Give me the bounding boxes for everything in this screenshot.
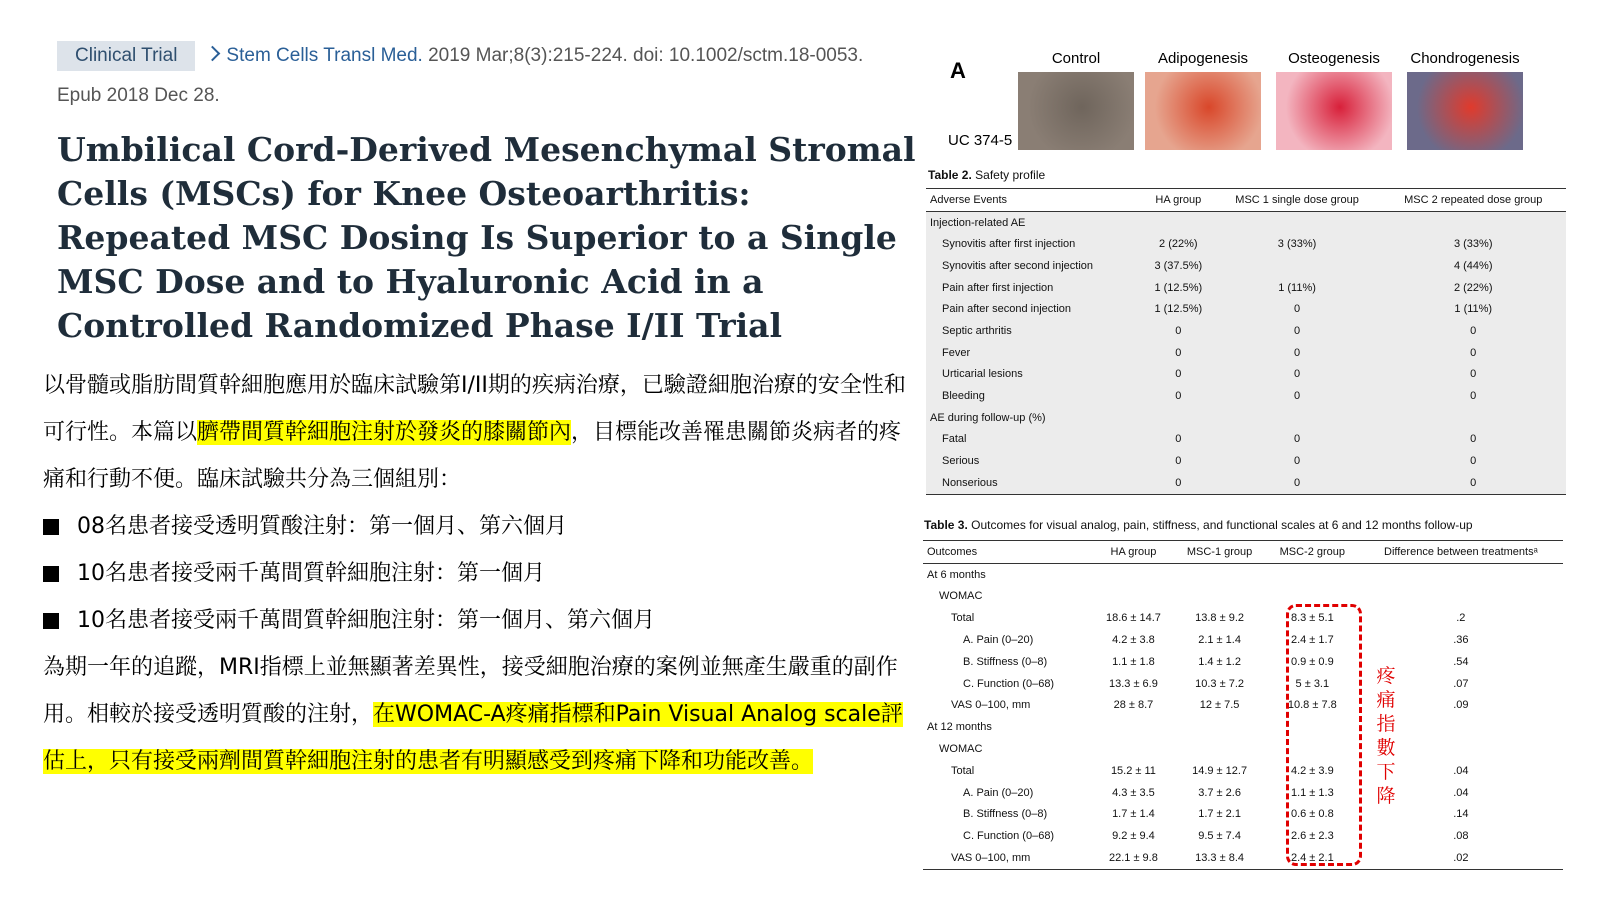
table-cell xyxy=(1214,407,1381,429)
table-cell: 15.2 ± 11 xyxy=(1110,764,1156,777)
table-header-row xyxy=(923,541,1563,564)
citation-details: 2019 Mar;8(3):215-224. doi: 10.1002/sctm.18-0053. xyxy=(428,45,864,66)
table2-caption-number: Table 2. xyxy=(928,168,972,182)
figure-letter: A xyxy=(950,58,966,83)
table-cell: 3.7 ± 2.6 xyxy=(1198,786,1241,799)
table-cell: 4.2 ± 3.9 xyxy=(1290,764,1334,777)
row-label: Serious xyxy=(942,455,980,468)
table-cell: 8.3 ± 5.1 xyxy=(1290,612,1334,625)
table3-caption-number: Table 3. xyxy=(924,518,968,532)
table-row xyxy=(923,629,1563,651)
panel-label: Chondrogenesis xyxy=(1410,50,1520,67)
column-header: MSC-1 group xyxy=(1186,545,1253,558)
column-header: Adverse Events xyxy=(930,193,1008,206)
table-cell: 28 ± 8.7 xyxy=(1113,699,1154,712)
row-label: Fever xyxy=(942,346,971,359)
row-label: Septic arthritis xyxy=(942,324,1012,337)
table-cell: .54 xyxy=(1453,655,1469,668)
table-cell: 9.2 ± 9.4 xyxy=(1112,830,1155,843)
table-cell: 13.3 ± 8.4 xyxy=(1195,851,1244,864)
bullet-square-icon xyxy=(43,613,59,629)
panel-label: Control xyxy=(1051,50,1101,67)
table-cell: .08 xyxy=(1453,830,1469,843)
row-label: Bleeding xyxy=(942,390,985,403)
safety-profile-table xyxy=(926,188,1566,495)
table-row xyxy=(926,255,1566,277)
table-cell: 0.9 ± 0.9 xyxy=(1290,655,1334,668)
group-bullet xyxy=(43,550,923,597)
table-cell xyxy=(1143,407,1214,429)
table-row xyxy=(923,651,1563,673)
table-cell: 13.3 ± 6.9 xyxy=(1109,677,1158,690)
table-row xyxy=(923,607,1563,629)
table-cell: 2.6 ± 2.3 xyxy=(1290,830,1334,843)
column-header: MSC-2 group xyxy=(1279,545,1346,558)
micrograph-image xyxy=(1145,72,1261,150)
table-row xyxy=(923,760,1563,782)
table-row xyxy=(926,211,1566,233)
row-label: Total xyxy=(951,612,975,625)
row-label: Pain after first injection xyxy=(942,281,1054,294)
table-cell: 0 xyxy=(1175,433,1182,446)
table-cell: 0 xyxy=(1175,390,1182,403)
table-cell: 2.1 ± 1.4 xyxy=(1198,633,1241,646)
table-cell xyxy=(1173,563,1266,585)
table-cell: 1 (12.5%) xyxy=(1154,303,1203,316)
table-row xyxy=(926,385,1566,407)
table-cell: 0 xyxy=(1470,390,1477,403)
row-label: Urticarial lesions xyxy=(942,368,1023,381)
table-cell: 0 xyxy=(1294,433,1301,446)
row-label: Nonserious xyxy=(942,476,998,489)
table-row xyxy=(923,563,1563,585)
group-bullet xyxy=(43,503,923,550)
table-cell: 0 xyxy=(1470,433,1477,446)
table-cell: 13.8 ± 9.2 xyxy=(1195,612,1244,625)
bullet-text: 08名患者接受透明質酸注射：第一個月、第六個月 xyxy=(77,514,567,539)
article-title: Umbilical Cord-Derived Mesenchymal Stromal Cells (MSCs) for Knee Osteoarthritis: Repeated MSC Dosing Is Superior to a Single MSC Dose and to Hyaluronic Acid in a Controlled Randomized Phase I/II Trial xyxy=(57,130,916,345)
bullet-text: 10名患者接受兩千萬間質幹細胞注射：第一個月、第六個月 xyxy=(77,608,655,633)
table-row xyxy=(926,450,1566,472)
table-cell: 0 xyxy=(1294,303,1301,316)
table-row xyxy=(923,825,1563,847)
table-cell: 1 (11%) xyxy=(1278,281,1316,294)
table-cell xyxy=(1380,211,1566,233)
table-row xyxy=(923,694,1563,716)
table-cell: 0 xyxy=(1470,324,1477,337)
table-cell: 0 xyxy=(1175,346,1182,359)
row-label: VAS 0–100, mm xyxy=(951,851,1031,864)
table-cell xyxy=(1173,585,1266,607)
table-cell: 1 (12.5%) xyxy=(1154,281,1203,294)
table-cell: 1 (11%) xyxy=(1454,303,1493,316)
table-cell: 0 xyxy=(1175,476,1182,489)
row-label: A. Pain (0–20) xyxy=(963,633,1034,646)
table-cell xyxy=(1359,585,1563,607)
table-cell: 0 xyxy=(1294,346,1301,359)
table-cell: 2.4 ± 2.1 xyxy=(1290,851,1334,864)
table-row xyxy=(926,298,1566,320)
table-cell: 0 xyxy=(1470,368,1477,381)
table-cell: 10.3 ± 7.2 xyxy=(1195,677,1244,690)
outcomes-table xyxy=(923,540,1563,870)
table-cell xyxy=(1173,716,1266,738)
table-cell: 5 ± 3.1 xyxy=(1295,677,1330,690)
bullet-square-icon xyxy=(43,519,59,535)
row-label: AE during follow-up (%) xyxy=(930,411,1046,424)
table-cell xyxy=(1359,563,1563,585)
msc2-highlight-box xyxy=(1286,604,1362,866)
p1-text-a: 以骨髓或脂肪間質幹細胞應用於臨床試驗第I/II期的疾病治療，已驗證細胞治療的安全性和可行性。本篇以 xyxy=(43,373,906,445)
article-type-badge: Clinical Trial xyxy=(57,41,195,71)
row-label: C. Function (0–68) xyxy=(963,830,1055,843)
micrograph-image xyxy=(1018,72,1134,150)
table-cell: 9.5 ± 7.4 xyxy=(1198,830,1241,843)
column-header: Outcomes xyxy=(927,545,978,558)
table-cell: 0 xyxy=(1175,324,1182,337)
table-cell: 4.3 ± 3.5 xyxy=(1112,786,1155,799)
table-cell: .04 xyxy=(1453,786,1469,799)
citation xyxy=(57,38,927,114)
table-row xyxy=(923,673,1563,695)
row-label: At 6 months xyxy=(927,568,986,581)
row-label: B. Stiffness (0–8) xyxy=(963,808,1048,821)
table-cell: .07 xyxy=(1453,677,1469,690)
table-row xyxy=(926,364,1566,386)
table-cell: 0 xyxy=(1294,390,1301,403)
table-cell: 1.1 ± 1.8 xyxy=(1112,655,1155,668)
row-label: B. Stiffness (0–8) xyxy=(963,655,1048,668)
table-cell: 14.9 ± 12.7 xyxy=(1192,764,1248,777)
table-cell: 10.8 ± 7.8 xyxy=(1287,699,1337,712)
table-cell: 3 (33%) xyxy=(1453,238,1493,251)
table-cell: 4.2 ± 3.8 xyxy=(1112,633,1155,646)
micrograph-image xyxy=(1407,72,1523,150)
table-row xyxy=(926,429,1566,451)
column-header: Difference between treatmentsᵃ xyxy=(1384,545,1538,558)
row-label: Injection-related AE xyxy=(930,216,1026,229)
group-bullet xyxy=(43,597,923,644)
table-cell: 0 xyxy=(1294,455,1301,468)
table-cell: 0 xyxy=(1470,455,1477,468)
row-label: VAS 0–100, mm xyxy=(951,699,1031,712)
table-cell: 0 xyxy=(1294,324,1301,337)
journal-link[interactable]: Stem Cells Transl Med. xyxy=(226,45,423,66)
table-cell: 2 (22%) xyxy=(1159,238,1198,251)
table-cell xyxy=(1094,738,1174,760)
table-row xyxy=(926,407,1566,429)
table2-caption xyxy=(928,168,1045,182)
table-header-row xyxy=(926,189,1566,212)
table-row xyxy=(923,585,1563,607)
table-cell xyxy=(1094,585,1174,607)
p1-highlight: 臍帶間質幹細胞注射於發炎的膝關節內 xyxy=(197,420,572,445)
table-row xyxy=(923,782,1563,804)
table-cell: 0 xyxy=(1175,368,1182,381)
row-label: Total xyxy=(951,764,975,777)
table-cell: 4 (44%) xyxy=(1453,259,1493,272)
table-row xyxy=(926,320,1566,342)
epub-date: Epub 2018 Dec 28. xyxy=(57,85,220,106)
panel-label: Adipogenesis xyxy=(1157,50,1249,67)
table-cell xyxy=(1094,716,1174,738)
micrograph-image xyxy=(1276,72,1392,150)
table-cell: 0 xyxy=(1470,346,1477,359)
row-label: Fatal xyxy=(942,433,967,446)
table-cell xyxy=(1173,738,1266,760)
column-header: MSC 2 repeated dose group xyxy=(1404,193,1543,206)
table-row xyxy=(926,233,1566,255)
table2-caption-text: Safety profile xyxy=(975,168,1046,182)
bullet-text: 10名患者接受兩千萬間質幹細胞注射：第一個月 xyxy=(77,561,545,586)
table-cell: 1.1 ± 1.3 xyxy=(1290,786,1334,799)
table3-caption-text: Outcomes for visual analog, pain, stiffness, and functional scales at 6 and 12 months follow-up xyxy=(971,518,1473,532)
summary-paragraph-1 xyxy=(43,362,923,503)
table-cell: .04 xyxy=(1453,764,1469,777)
table-row xyxy=(926,472,1566,494)
column-header: MSC 1 single dose group xyxy=(1235,193,1359,206)
p2-text-a: 為期一年的追蹤，MRI指標上並無顯著差異性，接受細胞治療的案例並無產生嚴重的副作用。相較於接受透明質酸的注射， xyxy=(43,655,898,727)
table-cell xyxy=(1214,211,1381,233)
table-cell: 0 xyxy=(1294,368,1301,381)
table-cell: 0 xyxy=(1470,476,1477,489)
right-column xyxy=(922,0,1600,900)
table-cell: 3 (37.5%) xyxy=(1154,259,1203,272)
table-cell: 1.4 ± 1.2 xyxy=(1198,655,1241,668)
table-row xyxy=(923,847,1563,869)
table-cell: .2 xyxy=(1456,612,1466,625)
table-cell: 1.7 ± 1.4 xyxy=(1112,808,1155,821)
table-cell: 0 xyxy=(1175,455,1182,468)
column-header: HA group xyxy=(1155,193,1202,206)
table-cell xyxy=(1266,563,1359,585)
row-label: Synovitis after first injection xyxy=(942,238,1076,251)
table-cell xyxy=(1214,255,1381,277)
table3-caption xyxy=(924,518,1473,532)
row-label: WOMAC xyxy=(939,590,983,603)
table-cell: 3 (33%) xyxy=(1277,238,1317,251)
table-row xyxy=(923,803,1563,825)
table-cell: .02 xyxy=(1453,851,1469,864)
row-label: C. Function (0–68) xyxy=(963,677,1055,690)
table-cell: .14 xyxy=(1453,808,1469,821)
table-cell: .36 xyxy=(1453,633,1469,646)
table-row xyxy=(923,738,1563,760)
table-cell: 0.6 ± 0.8 xyxy=(1290,808,1334,821)
row-label: At 12 months xyxy=(927,721,992,734)
table-cell xyxy=(1094,563,1174,585)
pain-decrease-annotation: 疼痛指數下降 xyxy=(1376,665,1396,807)
figure-a xyxy=(950,50,1570,160)
table-row xyxy=(923,716,1563,738)
table-cell xyxy=(1143,211,1214,233)
row-label: Pain after second injection xyxy=(942,303,1072,316)
table-cell: 0 xyxy=(1294,476,1301,489)
table-cell: 2.4 ± 1.7 xyxy=(1290,633,1334,646)
table-row xyxy=(926,342,1566,364)
table-row xyxy=(926,277,1566,299)
table-cell: 12 ± 7.5 xyxy=(1199,699,1240,712)
row-label: A. Pain (0–20) xyxy=(963,786,1034,799)
column-header: HA group xyxy=(1110,545,1157,558)
table-cell xyxy=(1380,407,1566,429)
table-cell: 18.6 ± 14.7 xyxy=(1105,612,1161,625)
p2-highlight: 在WOMAC-A疼痛指標和Pain Visual Analog scale評估上，只有接受兩劑間質幹細胞注射的患者有明顯感受到疼痛下降和功能改善。 xyxy=(43,702,903,774)
table-cell: 22.1 ± 9.8 xyxy=(1109,851,1158,864)
row-label: Synovitis after second injection xyxy=(942,259,1094,272)
figure-row-label: UC 374-5 xyxy=(948,132,1013,149)
row-label: WOMAC xyxy=(939,742,983,755)
table-cell: 2 (22%) xyxy=(1453,281,1493,294)
panel-label: Osteogenesis xyxy=(1288,50,1380,67)
table-cell: 1.7 ± 2.1 xyxy=(1198,808,1241,821)
p1-text-b: ，目標能改善罹患關節炎病者的疼痛和行動不便。臨床試驗共分為三個組別： xyxy=(43,420,902,492)
chevron-right-icon xyxy=(205,46,221,62)
summary-text xyxy=(43,362,923,785)
summary-paragraph-2 xyxy=(43,644,923,785)
table-cell: .09 xyxy=(1453,699,1469,712)
bullet-square-icon xyxy=(43,566,59,582)
